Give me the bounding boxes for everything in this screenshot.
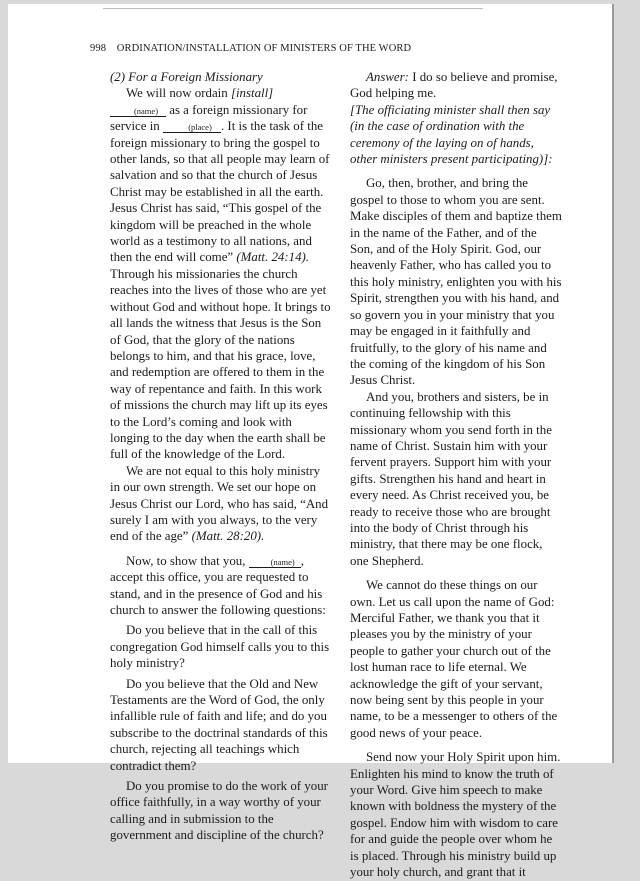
section-title: (2) For a Foreign Missionary (110, 70, 263, 84)
running-title: ORDINATION/INSTALLATION OF MINISTERS OF THE WORD (116, 43, 412, 54)
paragraph-not-equal: We are not equal to this holy ministry in our own strength. We set our hope on Jesus Christ our Lord, who has said, “And surely I am with you always, to the very end of the age” (Matt. 28:20). (110, 463, 329, 544)
place-blank: (place) (163, 123, 221, 133)
page-number: 998 (90, 43, 107, 54)
rubric: [The officiating minister shall then say (in the case of ordination with the ceremony of the laying on of hands, other ministers present participating)]: (350, 102, 553, 167)
name-blank: (name) (110, 107, 166, 117)
running-header (90, 43, 411, 54)
paragraph-intro: We will now ordain [install] (name) as a foreign missionary for service in (place) . It is the task of the foreign missionary to bring the gospel to other lands, so that all people may learn of salvation and so that the church of Jesus Christ may be established in all the earth. Jesus Christ has said, “This gospel of the kingdom will be preached in the whole world as a testimony to all nations, and then the end will come” (Matt. 24:14). Through his missionaries the church reaches into the lives of those who are yet without God and without hope. It brings to all lands the witness that Jesus is the Son of God, that the glory of the nations belongs to him, and that his grace, love, and redemption are offered to them in the way of repentance and faith. In this work of missions the church may lift up its eyes to the Lord’s coming and look with longing to the day when the earth shall be full of the knowledge of the Lord. (110, 86, 331, 462)
right-column (350, 69, 562, 881)
question-3: Do you promise to do the work of your office faithfully, in a way worthy of your calling and in submission to the government and discipline of the church? (110, 779, 328, 843)
top-rule (103, 8, 483, 9)
question-1: Do you believe that in the call of this congregation God himself calls you to this holy ministry? (110, 623, 330, 671)
document-page (8, 4, 612, 880)
question-2: Do you believe that the Old and New Testaments are the Word of God, the only infallible rule of faith and life; and do you subscribe to the doctrinal standards of this church, rejecting all teachings which contradict them? (110, 676, 328, 773)
paragraph-call-upon-god: We cannot do these things on our own. Let us call upon the name of God: Merciful Father, we thank you that it pleases you by the ministry of your people to gather your church out of the lost human race to life eternal. We acknowledge the gift of your servant, now being sent by this people in your name, to be a messenger to others of the good news of your peace. (350, 578, 558, 740)
paragraph-accept-office: Now, to show that you, (name) , accept this office, you are requested to stand, and in the presence of God and his church to answer the following questions: (110, 553, 326, 617)
paragraph-holy-spirit: Send now your Holy Spirit upon him. Enlighten his mind to know the truth of your Word. Give him speech to make known with boldness the mystery of the gospel. Endow him with wisdom to care for and guide the people over whom he is placed. Through his ministry build up your holy church, and grant that it (350, 750, 561, 880)
paragraph-brothers-sisters: And you, brothers and sisters, be in continuing fellowship with this missionary whom you send forth in the name of Christ. Sustain him with your fervent prayers. Support him with your gifts. Strengthen his hand and heart in every need. As Christ received you, be ready to receive those who are brought into the body of Christ through his ministry, that there may be one flock, one Shepherd. (350, 389, 552, 568)
left-column (110, 69, 332, 844)
answer: Answer: I do so believe and promise, God helping me. (350, 70, 558, 101)
name-blank-2: (name) (249, 558, 301, 568)
paragraph-go-then: Go, then, brother, and bring the gospel to those to whom you are sent. Make disciples of them and baptize them in the name of the Father, and of the Son, and of the Holy Spirit. God, our heavenly Father, who has called you to this holy ministry, enlighten you with his Spirit, strengthen you with his hand, and so govern you in your ministry that you may be engaged in it faithfully and fruitfully, to the glory of his name and the coming of the kingdom of his Son Jesus Christ. (350, 176, 562, 388)
